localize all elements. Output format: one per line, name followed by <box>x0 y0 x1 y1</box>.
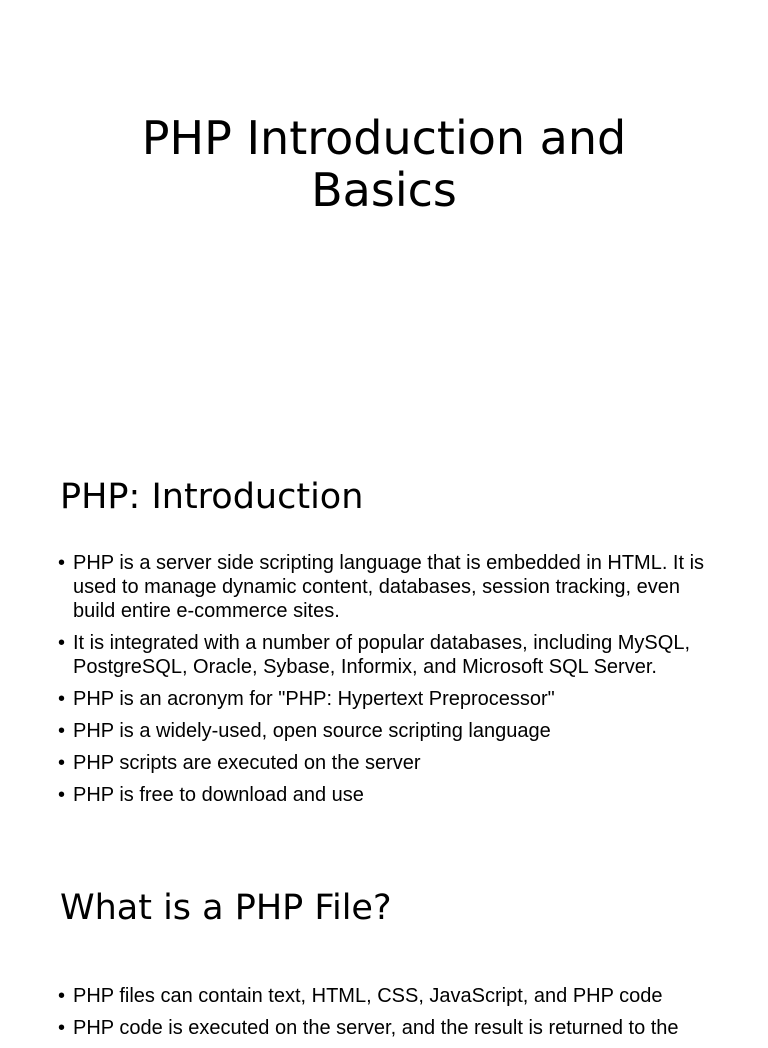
php-file-heading: What is a PHP File? <box>60 888 392 928</box>
bullet-text: PHP scripts are executed on the server <box>73 752 421 774</box>
bullet-text: PHP is a server side scripting language that is embedded in HTML. It is used to manage dynamic content, databases, session tracking, even build entire e-commerce sites. <box>73 552 705 622</box>
slide-title-line-1: PHP Introduction and <box>141 111 627 165</box>
bullet-text: It is integrated with a number of popular databases, including MySQL, PostgreSQL, Oracle, Sybase, Informix, and Microsoft SQL Server. <box>73 632 691 678</box>
bullet-text: PHP is an acronym for "PHP: Hypertext Preprocessor" <box>73 688 555 710</box>
list-item <box>58 984 718 1008</box>
bullet-text: PHP is a widely-used, open source scripting language <box>73 720 551 742</box>
bullet-text: PHP is free to download and use <box>73 784 364 806</box>
php-file-bullet-list <box>58 984 718 1048</box>
slide-title <box>0 112 768 216</box>
intro-heading: PHP: Introduction <box>60 477 364 517</box>
slide-title-line-2: Basics <box>311 163 457 217</box>
list-item <box>58 751 718 775</box>
list-item <box>58 1016 718 1040</box>
intro-bullet-list <box>58 551 718 815</box>
list-item <box>58 551 718 623</box>
bullet-icon: • <box>58 752 66 774</box>
bullet-text: PHP files can contain text, HTML, CSS, JavaScript, and PHP code <box>73 985 663 1007</box>
bullet-icon: • <box>58 720 66 742</box>
list-item <box>58 783 718 807</box>
bullet-text: PHP code is executed on the server, and the result is returned to the <box>73 1017 679 1039</box>
bullet-icon: • <box>58 985 66 1007</box>
list-item <box>58 631 718 679</box>
bullet-icon: • <box>58 1017 66 1039</box>
list-item <box>58 687 718 711</box>
list-item <box>58 719 718 743</box>
bullet-icon: • <box>58 552 66 574</box>
bullet-icon: • <box>58 632 66 654</box>
bullet-icon: • <box>58 784 66 806</box>
bullet-icon: • <box>58 688 66 710</box>
